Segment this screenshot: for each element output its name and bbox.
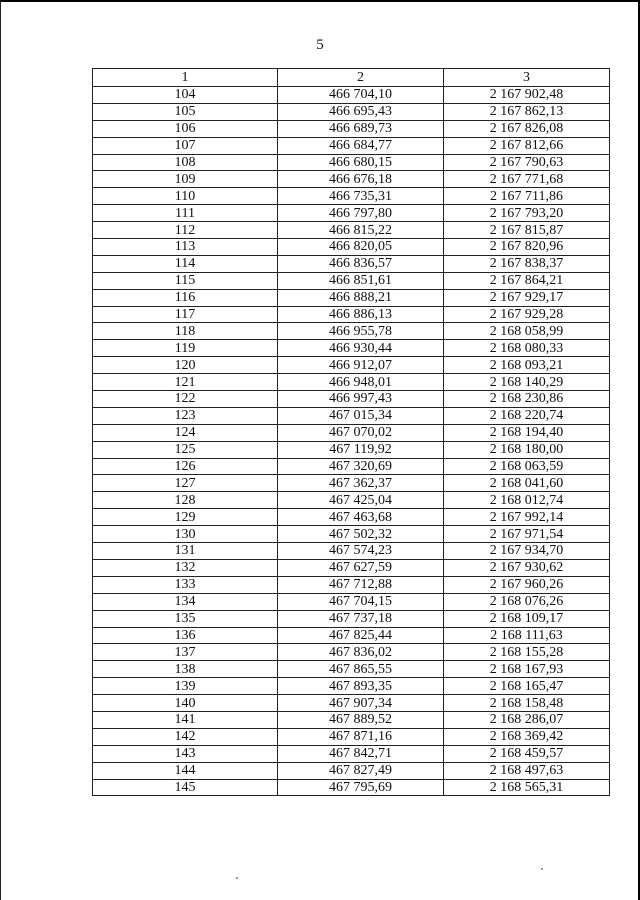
scan-speck <box>236 877 238 879</box>
coordinate-y-cell: 2 168 063,59 <box>444 458 610 475</box>
coordinate-y-cell: 2 167 902,48 <box>444 87 610 104</box>
point-number-cell: 140 <box>93 695 278 712</box>
table-row <box>93 407 610 424</box>
coordinate-y-cell: 2 167 930,62 <box>444 559 610 576</box>
coordinate-x-cell: 467 070,02 <box>278 424 444 441</box>
coordinate-x-cell: 467 842,71 <box>278 745 444 762</box>
coordinate-y-cell: 2 167 820,96 <box>444 239 610 256</box>
point-number-cell: 141 <box>93 711 278 728</box>
point-number-cell: 116 <box>93 289 278 306</box>
table-row <box>93 87 610 104</box>
coordinate-x-cell: 467 574,23 <box>278 543 444 560</box>
point-number-cell: 131 <box>93 543 278 560</box>
point-number-cell: 134 <box>93 593 278 610</box>
coordinate-y-cell: 2 167 790,63 <box>444 154 610 171</box>
coordinate-x-cell: 467 627,59 <box>278 559 444 576</box>
coordinate-y-cell: 2 168 158,48 <box>444 695 610 712</box>
coordinate-y-cell: 2 167 960,26 <box>444 576 610 593</box>
coordinate-y-cell: 2 168 165,47 <box>444 678 610 695</box>
coordinate-y-cell: 2 167 929,28 <box>444 306 610 323</box>
table-row <box>93 762 610 779</box>
coordinate-x-cell: 467 737,18 <box>278 610 444 627</box>
coordinate-x-cell: 467 320,69 <box>278 458 444 475</box>
coordinate-x-cell: 467 836,02 <box>278 644 444 661</box>
table-row <box>93 239 610 256</box>
table-row <box>93 340 610 357</box>
coordinate-x-cell: 467 865,55 <box>278 661 444 678</box>
coordinate-x-cell: 466 888,21 <box>278 289 444 306</box>
table-row <box>93 576 610 593</box>
point-number-cell: 104 <box>93 87 278 104</box>
point-number-cell: 120 <box>93 357 278 374</box>
point-number-cell: 144 <box>93 762 278 779</box>
point-number-cell: 139 <box>93 678 278 695</box>
coordinate-y-cell: 2 168 012,74 <box>444 492 610 509</box>
point-number-cell: 111 <box>93 205 278 222</box>
table-row <box>93 559 610 576</box>
coordinate-x-cell: 466 695,43 <box>278 103 444 120</box>
point-number-cell: 107 <box>93 137 278 154</box>
coordinate-x-cell: 467 502,32 <box>278 526 444 543</box>
point-number-cell: 136 <box>93 627 278 644</box>
point-number-cell: 115 <box>93 272 278 289</box>
point-number-cell: 125 <box>93 441 278 458</box>
coordinate-y-cell: 2 167 929,17 <box>444 289 610 306</box>
coordinate-x-cell: 466 836,57 <box>278 255 444 272</box>
table-row <box>93 103 610 120</box>
coordinate-y-cell: 2 168 194,40 <box>444 424 610 441</box>
table-row <box>93 593 610 610</box>
point-number-cell: 145 <box>93 779 278 796</box>
column-header-2: 2 <box>278 69 444 87</box>
point-number-cell: 105 <box>93 103 278 120</box>
coordinate-x-cell: 467 425,04 <box>278 492 444 509</box>
coordinate-x-cell: 467 795,69 <box>278 779 444 796</box>
point-number-cell: 122 <box>93 391 278 408</box>
table-row <box>93 441 610 458</box>
coordinate-x-cell: 466 948,01 <box>278 374 444 391</box>
coordinate-x-cell: 466 680,15 <box>278 154 444 171</box>
table-row <box>93 171 610 188</box>
point-number-cell: 123 <box>93 407 278 424</box>
table-row <box>93 458 610 475</box>
table-row <box>93 374 610 391</box>
point-number-cell: 110 <box>93 188 278 205</box>
coordinate-y-cell: 2 168 167,93 <box>444 661 610 678</box>
table-row <box>93 627 610 644</box>
point-number-cell: 130 <box>93 526 278 543</box>
coordinate-x-cell: 467 119,92 <box>278 441 444 458</box>
table-row <box>93 424 610 441</box>
coordinate-y-cell: 2 167 971,54 <box>444 526 610 543</box>
point-number-cell: 112 <box>93 222 278 239</box>
coordinate-x-cell: 466 912,07 <box>278 357 444 374</box>
point-number-cell: 124 <box>93 424 278 441</box>
point-number-cell: 114 <box>93 255 278 272</box>
coordinate-y-cell: 2 168 041,60 <box>444 475 610 492</box>
point-number-cell: 133 <box>93 576 278 593</box>
table-row <box>93 745 610 762</box>
point-number-cell: 118 <box>93 323 278 340</box>
coordinate-y-cell: 2 168 140,29 <box>444 374 610 391</box>
coordinate-y-cell: 2 168 459,57 <box>444 745 610 762</box>
point-number-cell: 135 <box>93 610 278 627</box>
table-row <box>93 255 610 272</box>
coordinate-y-cell: 2 167 815,87 <box>444 222 610 239</box>
coordinate-x-cell: 466 684,77 <box>278 137 444 154</box>
coordinate-x-cell: 466 815,22 <box>278 222 444 239</box>
table-row <box>93 610 610 627</box>
coordinate-x-cell: 466 997,43 <box>278 391 444 408</box>
point-number-cell: 132 <box>93 559 278 576</box>
coordinate-x-cell: 466 797,80 <box>278 205 444 222</box>
table-row <box>93 306 610 323</box>
point-number-cell: 121 <box>93 374 278 391</box>
table-row <box>93 526 610 543</box>
table-row <box>93 543 610 560</box>
table-row <box>93 492 610 509</box>
coordinate-x-cell: 467 871,16 <box>278 728 444 745</box>
coordinate-y-cell: 2 167 862,13 <box>444 103 610 120</box>
table-body <box>93 87 610 796</box>
column-header-1: 1 <box>93 69 278 87</box>
table-row <box>93 661 610 678</box>
point-number-cell: 138 <box>93 661 278 678</box>
point-number-cell: 113 <box>93 239 278 256</box>
coordinate-x-cell: 467 893,35 <box>278 678 444 695</box>
coordinate-y-cell: 2 168 180,00 <box>444 441 610 458</box>
point-number-cell: 106 <box>93 120 278 137</box>
coordinates-table <box>92 68 610 796</box>
coordinate-x-cell: 467 827,49 <box>278 762 444 779</box>
coordinate-x-cell: 467 889,52 <box>278 711 444 728</box>
table-row <box>93 323 610 340</box>
table-row <box>93 695 610 712</box>
coordinate-y-cell: 2 167 934,70 <box>444 543 610 560</box>
coordinate-x-cell: 466 955,78 <box>278 323 444 340</box>
coordinate-x-cell: 467 015,34 <box>278 407 444 424</box>
coordinate-x-cell: 466 676,18 <box>278 171 444 188</box>
column-header-3: 3 <box>444 69 610 87</box>
point-number-cell: 119 <box>93 340 278 357</box>
coordinate-x-cell: 467 463,68 <box>278 509 444 526</box>
point-number-cell: 129 <box>93 509 278 526</box>
coordinate-y-cell: 2 168 565,31 <box>444 779 610 796</box>
table-row <box>93 644 610 661</box>
coordinate-y-cell: 2 167 771,68 <box>444 171 610 188</box>
table-row <box>93 188 610 205</box>
coordinate-y-cell: 2 167 992,14 <box>444 509 610 526</box>
coordinate-x-cell: 466 735,31 <box>278 188 444 205</box>
coordinate-y-cell: 2 168 230,86 <box>444 391 610 408</box>
coordinate-y-cell: 2 167 864,21 <box>444 272 610 289</box>
table-row <box>93 205 610 222</box>
coordinate-y-cell: 2 168 080,33 <box>444 340 610 357</box>
table-row <box>93 711 610 728</box>
coordinate-y-cell: 2 167 711,86 <box>444 188 610 205</box>
point-number-cell: 108 <box>93 154 278 171</box>
table-row <box>93 475 610 492</box>
coordinate-x-cell: 466 930,44 <box>278 340 444 357</box>
point-number-cell: 143 <box>93 745 278 762</box>
table-row <box>93 154 610 171</box>
point-number-cell: 142 <box>93 728 278 745</box>
coordinate-x-cell: 466 820,05 <box>278 239 444 256</box>
coordinate-y-cell: 2 168 369,42 <box>444 728 610 745</box>
table-header-row <box>93 69 610 87</box>
coordinate-y-cell: 2 168 111,63 <box>444 627 610 644</box>
coordinate-y-cell: 2 167 838,37 <box>444 255 610 272</box>
table-row <box>93 779 610 796</box>
table-row <box>93 728 610 745</box>
coordinate-y-cell: 2 168 109,17 <box>444 610 610 627</box>
table-row <box>93 137 610 154</box>
table-row <box>93 678 610 695</box>
coordinate-x-cell: 466 886,13 <box>278 306 444 323</box>
table-row <box>93 289 610 306</box>
coordinate-y-cell: 2 168 076,26 <box>444 593 610 610</box>
point-number-cell: 126 <box>93 458 278 475</box>
coordinate-x-cell: 467 907,34 <box>278 695 444 712</box>
point-number-cell: 127 <box>93 475 278 492</box>
table-row <box>93 509 610 526</box>
coordinate-y-cell: 2 168 093,21 <box>444 357 610 374</box>
coordinate-x-cell: 467 825,44 <box>278 627 444 644</box>
point-number-cell: 128 <box>93 492 278 509</box>
coordinate-y-cell: 2 168 058,99 <box>444 323 610 340</box>
coordinate-x-cell: 467 704,15 <box>278 593 444 610</box>
table-row <box>93 120 610 137</box>
coordinate-y-cell: 2 168 497,63 <box>444 762 610 779</box>
point-number-cell: 109 <box>93 171 278 188</box>
coordinate-y-cell: 2 167 826,08 <box>444 120 610 137</box>
point-number-cell: 117 <box>93 306 278 323</box>
table-row <box>93 272 610 289</box>
page-number: 5 <box>316 37 324 53</box>
coordinate-y-cell: 2 168 155,28 <box>444 644 610 661</box>
coordinate-x-cell: 467 362,37 <box>278 475 444 492</box>
coordinate-x-cell: 466 851,61 <box>278 272 444 289</box>
coordinate-x-cell: 467 712,88 <box>278 576 444 593</box>
point-number-cell: 137 <box>93 644 278 661</box>
table-row <box>93 357 610 374</box>
coordinate-y-cell: 2 167 812,66 <box>444 137 610 154</box>
coordinate-y-cell: 2 168 220,74 <box>444 407 610 424</box>
coordinate-x-cell: 466 704,10 <box>278 87 444 104</box>
table-row <box>93 391 610 408</box>
coordinate-y-cell: 2 167 793,20 <box>444 205 610 222</box>
coordinate-x-cell: 466 689,73 <box>278 120 444 137</box>
table-row <box>93 222 610 239</box>
coordinate-y-cell: 2 168 286,07 <box>444 711 610 728</box>
scan-speck <box>541 868 543 870</box>
